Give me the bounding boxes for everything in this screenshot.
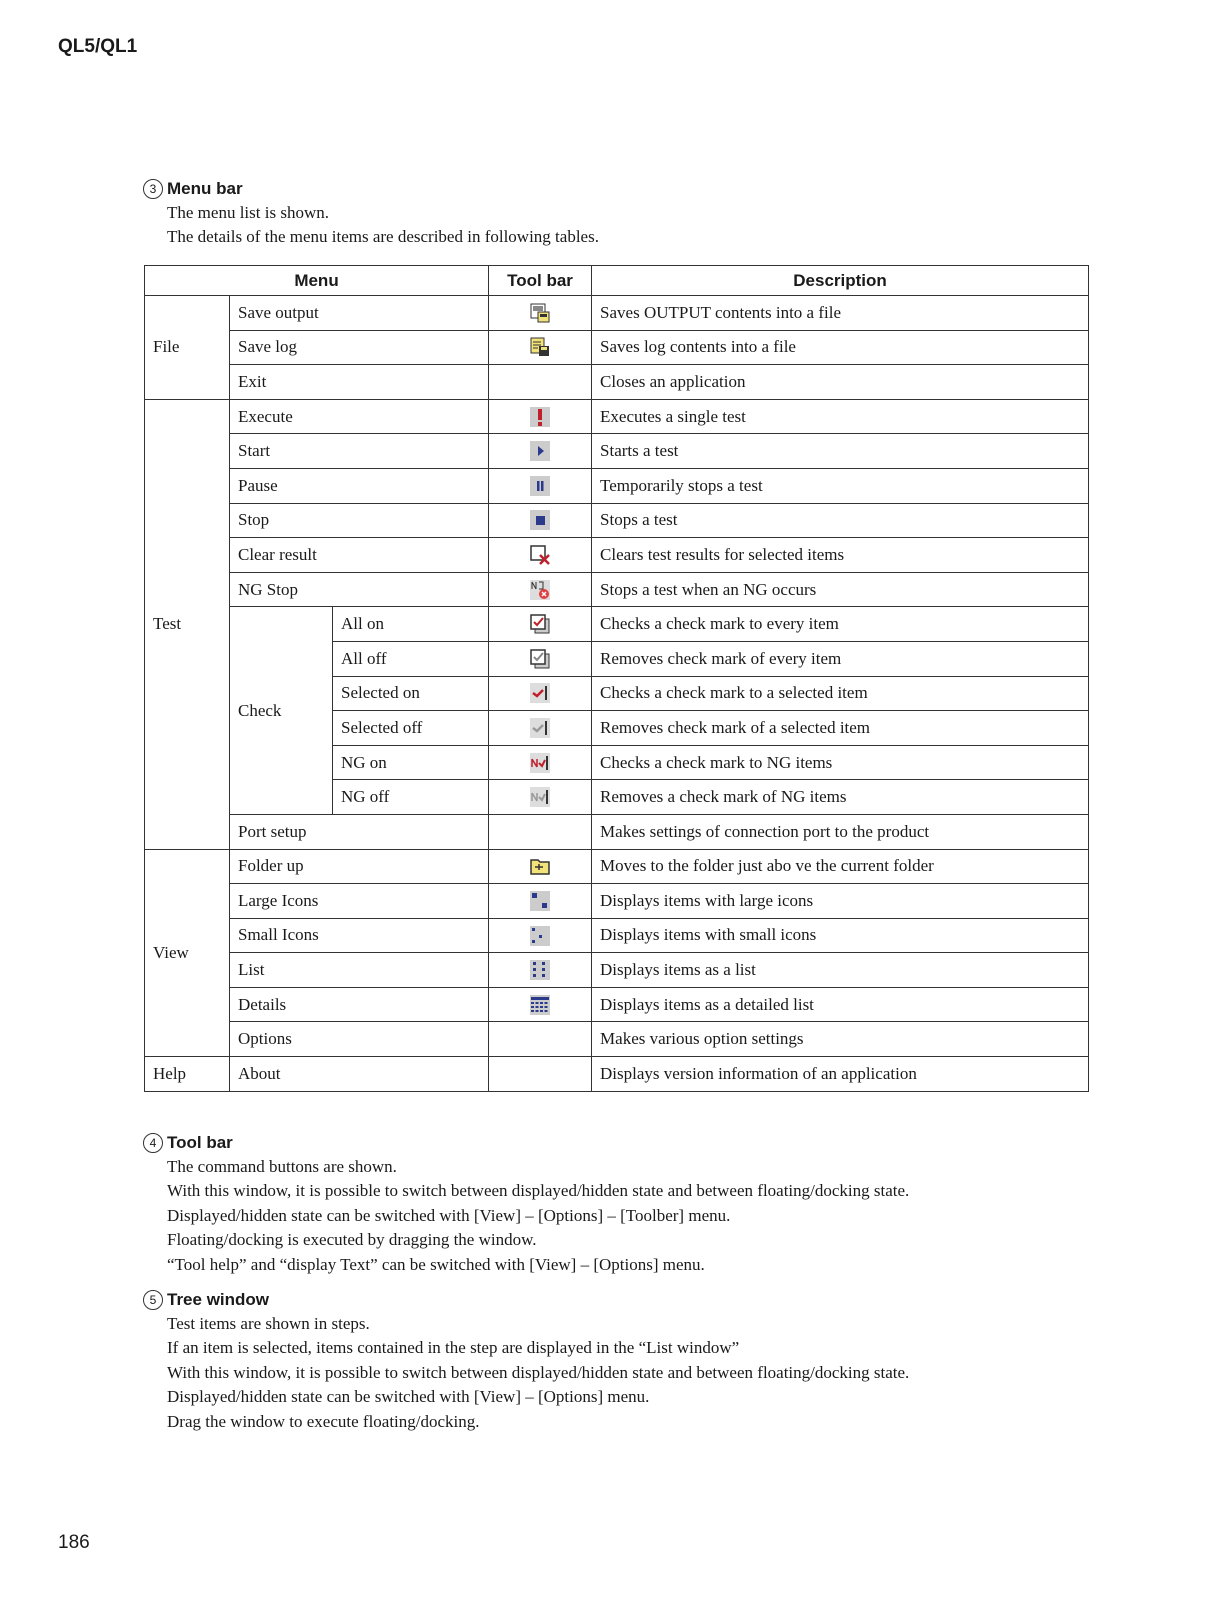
table-row: [145, 987, 1089, 1022]
toolbar-cell: [489, 849, 592, 884]
toolbar-cell: [489, 953, 592, 988]
description-cell: Displays items as a detailed list: [592, 987, 1089, 1022]
menu-item-cell: Folder up: [230, 849, 489, 884]
description-cell: Removes a check mark of NG items: [592, 780, 1089, 815]
table-row: [145, 296, 1089, 331]
description-cell: Executes a single test: [592, 399, 1089, 434]
menu-item-cell: Selected on: [333, 676, 489, 711]
start-icon: [529, 440, 551, 462]
menu-item-cell: NG Stop: [230, 572, 489, 607]
description-cell: Clears test results for selected items: [592, 538, 1089, 573]
menu-item-cell: Start: [230, 434, 489, 469]
table-row: [145, 953, 1089, 988]
description-cell: Starts a test: [592, 434, 1089, 469]
toolbar-cell: [489, 503, 592, 538]
toolbar-cell: [489, 538, 592, 573]
table-row: [145, 365, 1089, 400]
menu-item-cell: NG off: [333, 780, 489, 815]
paragraph-line: With this window, it is possible to switch between displayed/hidden state and between floating/docking state.: [167, 1181, 910, 1201]
table-row: [145, 330, 1089, 365]
page-number: 186: [58, 1532, 90, 1553]
all-off-icon: [529, 648, 551, 670]
description-cell: Saves OUTPUT contents into a file: [592, 296, 1089, 331]
page-header-title: QL5/QL1: [58, 36, 138, 57]
small-icons-icon: [529, 925, 551, 947]
group-file: File: [145, 296, 230, 400]
ng-on-icon: [529, 752, 551, 774]
folder-up-icon: [529, 855, 551, 877]
description-cell: Displays items with small icons: [592, 918, 1089, 953]
table-row: [145, 468, 1089, 503]
description-cell: Makes settings of connection port to the product: [592, 814, 1089, 849]
table-header-row: [145, 266, 1089, 296]
description-cell: Checks a check mark to NG items: [592, 745, 1089, 780]
description-cell: Closes an application: [592, 365, 1089, 400]
table-row: [145, 849, 1089, 884]
paragraph-line: The details of the menu items are described in following tables.: [167, 227, 599, 247]
section-heading: [143, 1131, 909, 1155]
description-cell: Removes check mark of a selected item: [592, 711, 1089, 746]
toolbar-cell: [489, 745, 592, 780]
stop-icon: [529, 509, 551, 531]
details-icon: [529, 994, 551, 1016]
execute-icon: [529, 406, 551, 428]
menu-item-cell: Small Icons: [230, 918, 489, 953]
section-title: Menu bar: [167, 179, 243, 198]
paragraph-line: “Tool help” and “display Text” can be switched with [View] – [Options] menu.: [167, 1254, 705, 1274]
tool-bar-section: [143, 1131, 909, 1277]
large-icons-icon: [529, 890, 551, 912]
menu-item-cell: Pause: [230, 468, 489, 503]
section-number: 5: [143, 1290, 163, 1310]
group-check: Check: [230, 607, 333, 815]
table-row: [145, 814, 1089, 849]
menu-item-cell: NG on: [333, 745, 489, 780]
description-cell: Makes various option settings: [592, 1022, 1089, 1057]
menu-item-cell: Exit: [230, 365, 489, 400]
description-cell: Stops a test: [592, 503, 1089, 538]
menu-item-cell: Stop: [230, 503, 489, 538]
menu-item-cell: Details: [230, 987, 489, 1022]
section-number: 3: [143, 179, 163, 199]
menu-item-cell: Execute: [230, 399, 489, 434]
table-row: [145, 503, 1089, 538]
toolbar-cell: [489, 918, 592, 953]
paragraph-line: Drag the window to execute floating/docking.: [167, 1411, 480, 1431]
menu-item-cell: About: [230, 1057, 489, 1092]
toolbar-cell: [489, 987, 592, 1022]
menu-item-cell: All off: [333, 641, 489, 676]
section-heading: [143, 1288, 909, 1312]
toolbar-cell: [489, 814, 592, 849]
paragraph-line: The menu list is shown.: [167, 203, 329, 222]
toolbar-cell: [489, 296, 592, 331]
toolbar-cell: [489, 884, 592, 919]
description-cell: Displays items as a list: [592, 953, 1089, 988]
section-title: Tool bar: [167, 1133, 233, 1152]
save-output-icon: [529, 302, 551, 324]
description-cell: Displays version information of an application: [592, 1057, 1089, 1092]
toolbar-cell: [489, 330, 592, 365]
group-test: Test: [145, 399, 230, 849]
menu-item-cell: List: [230, 953, 489, 988]
toolbar-cell: [489, 676, 592, 711]
toolbar-cell: [489, 780, 592, 815]
list-icon: [529, 959, 551, 981]
paragraph-line: Test items are shown in steps.: [167, 1314, 370, 1333]
description-cell: Saves log contents into a file: [592, 330, 1089, 365]
toolbar-cell: [489, 468, 592, 503]
all-on-icon: [529, 613, 551, 635]
menu-item-cell: Port setup: [230, 814, 489, 849]
ng-stop-icon: [529, 579, 551, 601]
toolbar-cell: [489, 1022, 592, 1057]
table-row: [145, 607, 1089, 642]
description-cell: Temporarily stops a test: [592, 468, 1089, 503]
header-description: Description: [592, 266, 1089, 296]
table-row: [145, 399, 1089, 434]
menu-item-cell: Large Icons: [230, 884, 489, 919]
table-row: [145, 1057, 1089, 1092]
description-cell: Removes check mark of every item: [592, 641, 1089, 676]
header-menu: Menu: [145, 266, 489, 296]
menu-item-cell: Save log: [230, 330, 489, 365]
paragraph-line: Displayed/hidden state can be switched with [View] – [Options] menu.: [167, 1387, 650, 1407]
section-title: Tree window: [167, 1290, 270, 1309]
toolbar-cell: [489, 1057, 592, 1092]
menu-bar-section: [143, 177, 599, 250]
pause-icon: [529, 475, 551, 497]
save-log-icon: [529, 336, 551, 358]
table-row: [145, 884, 1089, 919]
section-number: 4: [143, 1133, 163, 1153]
toolbar-cell: [489, 607, 592, 642]
description-cell: Stops a test when an NG occurs: [592, 572, 1089, 607]
ng-off-icon: [529, 786, 551, 808]
table-row: [145, 538, 1089, 573]
tree-window-section: [143, 1288, 909, 1434]
menu-item-cell: Selected off: [333, 711, 489, 746]
table-row: [145, 1022, 1089, 1057]
selected-on-icon: [529, 682, 551, 704]
table-row: [145, 918, 1089, 953]
description-cell: Checks a check mark to every item: [592, 607, 1089, 642]
paragraph-line: Displayed/hidden state can be switched with [View] – [Options] – [Toolber] menu.: [167, 1205, 731, 1225]
toolbar-cell: [489, 641, 592, 676]
section-heading: [143, 177, 599, 201]
toolbar-cell: [489, 711, 592, 746]
menu-item-cell: Save output: [230, 296, 489, 331]
group-help: Help: [145, 1057, 230, 1092]
paragraph-line: If an item is selected, items contained in the step are displayed in the “List window”: [167, 1338, 740, 1358]
menu-item-cell: All on: [333, 607, 489, 642]
menu-item-cell: Clear result: [230, 538, 489, 573]
paragraph-line: The command buttons are shown.: [167, 1157, 397, 1176]
description-cell: Checks a check mark to a selected item: [592, 676, 1089, 711]
table-row: [145, 572, 1089, 607]
toolbar-cell: [489, 434, 592, 469]
table-row: [145, 434, 1089, 469]
clear-result-icon: [529, 544, 551, 566]
group-view: View: [145, 849, 230, 1057]
toolbar-cell: [489, 399, 592, 434]
header-toolbar: Tool bar: [489, 266, 592, 296]
menu-item-cell: Options: [230, 1022, 489, 1057]
description-cell: Displays items with large icons: [592, 884, 1089, 919]
toolbar-cell: [489, 572, 592, 607]
paragraph-line: With this window, it is possible to switch between displayed/hidden state and between floating/docking state.: [167, 1362, 910, 1382]
toolbar-cell: [489, 365, 592, 400]
menu-table: [144, 265, 1089, 1092]
selected-off-icon: [529, 717, 551, 739]
paragraph-line: Floating/docking is executed by dragging the window.: [167, 1230, 537, 1250]
description-cell: Moves to the folder just abo ve the current folder: [592, 849, 1089, 884]
